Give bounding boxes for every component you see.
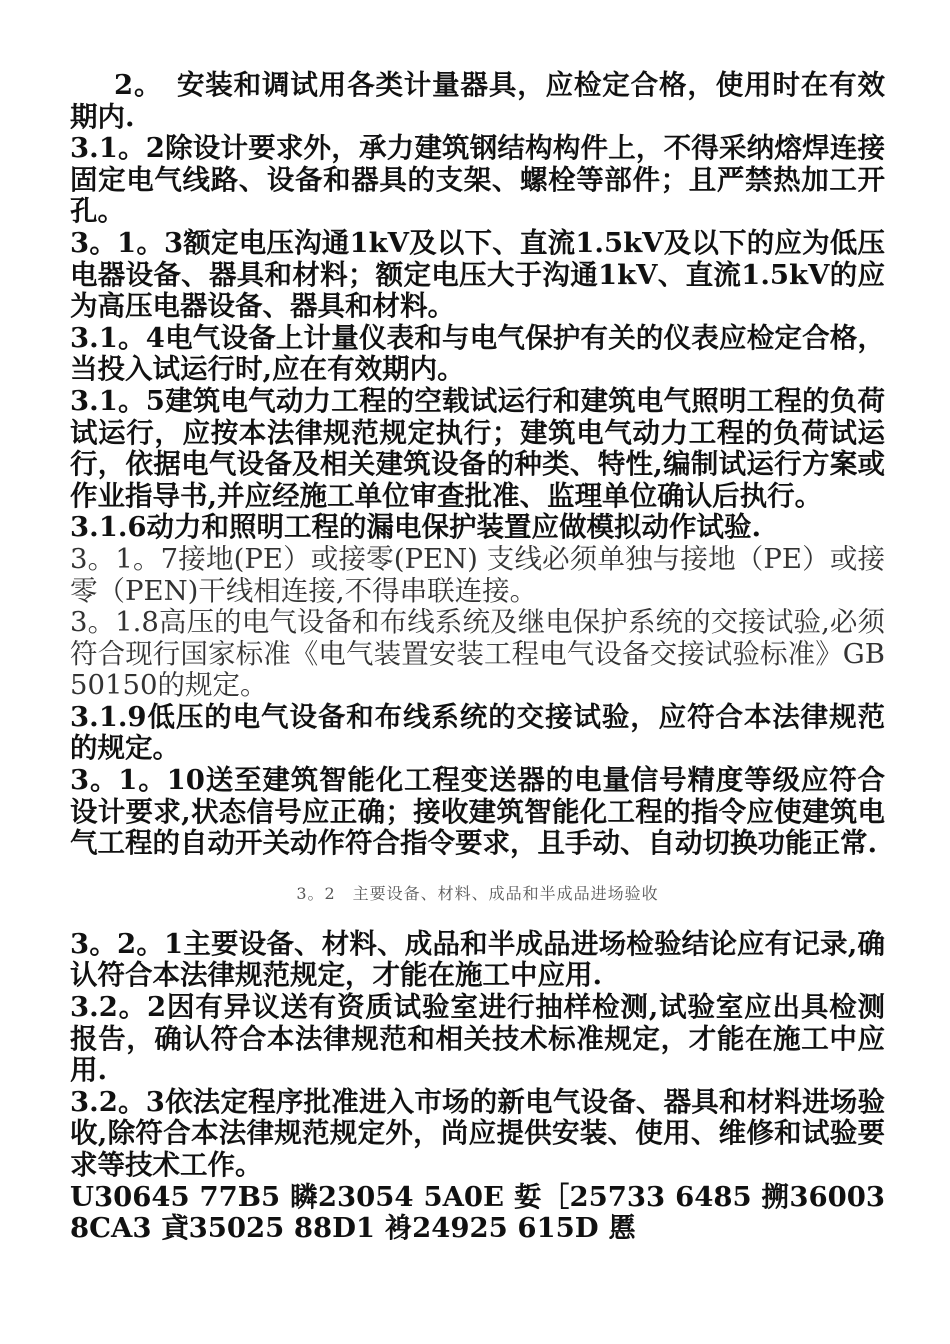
paragraph-3-1-5: 3.1。5建筑电气动力工程的空载试运行和建筑电气照明工程的负荷试运行，应按本法律规范规定执行；建筑电气动力工程的负荷试运行，依据电气设备及相关建筑设备的种类、特性,编制试运行方案或作业指导书,并应经施工单位审查批准、监理单位确认后执行。 bbox=[70, 384, 885, 512]
paragraph-3-2-3: 3.2。3依法定程序批准进入市场的新电气设备、器具和材料进场验收,除符合本法律规范规定外，尚应提供安装、使用、维修和试验要求等技术工作。 bbox=[70, 1085, 885, 1181]
paragraph-3-2-2: 3.2。2因有异议送有资质试验室进行抽样检测,试验室应出具检测报告，确认符合本法律规范和相关技术标准规定，才能在施工中应用. bbox=[70, 991, 885, 1087]
paragraph-3-1-8: 3。1.8高压的电气设备和布线系统及继电保护系统的交接试验,必须符合现行国家标准《电气装置安装工程电气设备交接试验标准》GB50150的规定。 bbox=[70, 606, 885, 702]
paragraph-3-1-3: 3。1。3额定电压沟通1kV及以下、直流1.5kV及以下的应为低压电器设备、器具和材料；额定电压大于沟通1kV、直流1.5kV的应为高压电器设备、器具和材料。 bbox=[70, 226, 885, 323]
paragraph-3-1-6: 3.1.6动力和照明工程的漏电保护装置应做模拟动作试验. bbox=[70, 511, 762, 544]
paragraph-3-1-9: 3.1.9低压的电气设备和布线系统的交接试验，应符合本法律规范的规定。 bbox=[70, 700, 885, 765]
paragraph-3-1-2: 3.1。2除设计要求外，承力建筑钢结构构件上，不得采纳熔焊连接固定电气线路、设备和器具的支架、螺栓等部件；且严禁热加工开孔。 bbox=[70, 132, 885, 228]
section-heading: 3。2 主要设备、材料、成品和半成品进场验收 bbox=[296, 883, 659, 903]
paragraph-3-1-4: 3.1。4电气设备上计量仪表和与电气保护有关的仪表应检定合格，当投入试运行时,应在有效期内。 bbox=[70, 321, 885, 386]
paragraph-3-2-1: 3。2。1主要设备、材料、成品和半成品进场检验结论应有记录,确认符合本法律规范规定，才能在施工中应用. bbox=[70, 927, 885, 992]
document-page bbox=[70, 70, 885, 1245]
garbled-encoding-line: U30645 77B5 瞵23054 5A0E 娎［25733 6485 搠36003 8CA3 貣35025 88D1 裑24925 615D 慝 bbox=[70, 1180, 885, 1245]
paragraph-3-1-10: 3。1。10送至建筑智能化工程变送器的电量信号精度等级应符合设计要求,状态信号应正确；接收建筑智能化工程的指令应使建筑电气工程的自动开关动作符合指令要求，且手动、自动切换功能正常. bbox=[70, 764, 885, 860]
paragraph-3-1-7: 3。1。7接地(PE）或接零(PEN) 支线必须单独与接地（PE）或接零（PEN)干线相连接,不得串联连接。 bbox=[70, 542, 885, 607]
paragraph-2: 2。 安装和调试用各类计量器具，应检定合格，使用时在有效期内. bbox=[70, 69, 885, 133]
